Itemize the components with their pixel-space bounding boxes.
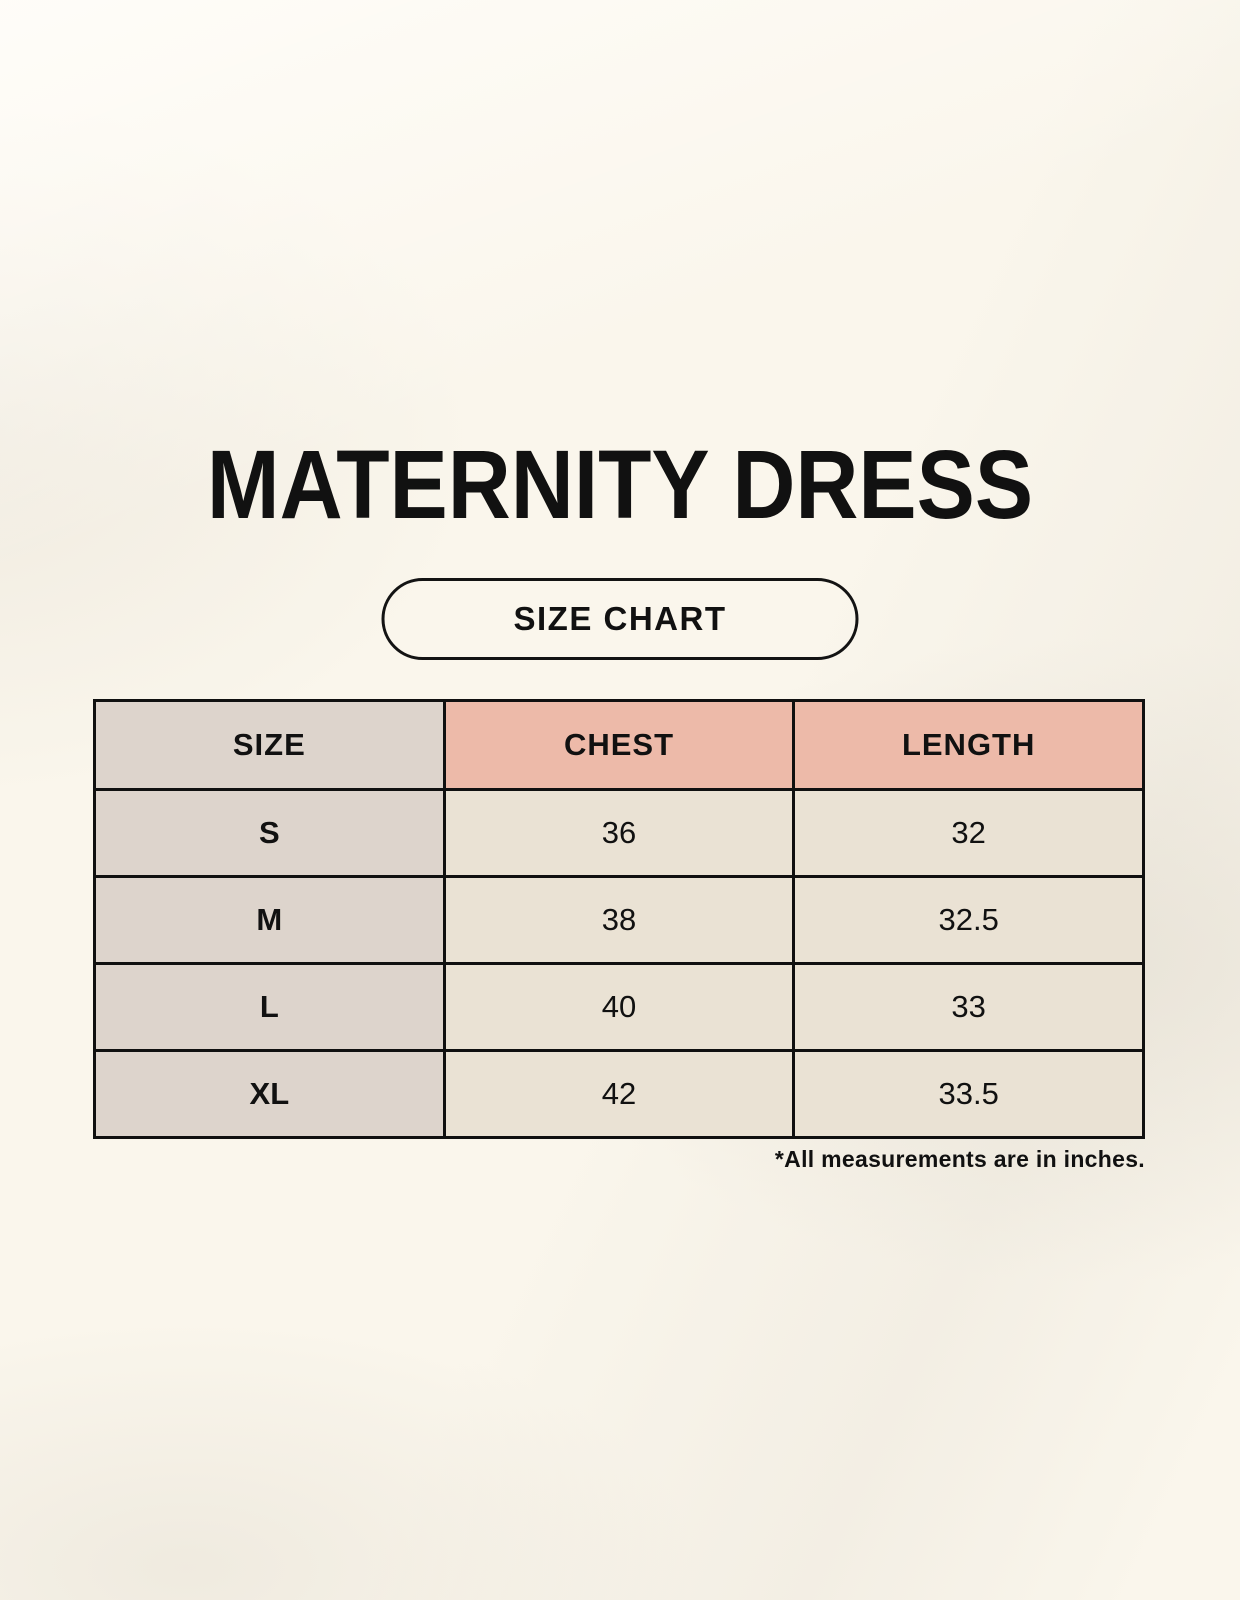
chest-cell: 36 [444,790,794,877]
table-header-row [95,701,1144,790]
chest-cell: 40 [444,964,794,1051]
size-cell: M [95,877,445,964]
length-cell: 33.5 [794,1051,1144,1138]
length-cell: 33 [794,964,1144,1051]
table-row [95,790,1144,877]
size-chart-badge [382,578,859,660]
header-cell-size: SIZE [95,701,445,790]
measurements-footnote: *All measurements are in inches. [774,1146,1145,1172]
chest-cell: 42 [444,1051,794,1138]
header-cell-chest: CHEST [444,701,794,790]
size-chart-table [93,699,1145,1139]
size-cell: S [95,790,445,877]
size-cell: XL [95,1051,445,1138]
size-cell: L [95,964,445,1051]
size-chart-badge-label: SIZE CHART [513,600,727,637]
chest-cell: 38 [444,877,794,964]
page-title: MATERNITY DRESS [206,430,1034,539]
table-row [95,877,1144,964]
length-cell: 32 [794,790,1144,877]
length-cell: 32.5 [794,877,1144,964]
table-row [95,1051,1144,1138]
table-row [95,964,1144,1051]
header-cell-length: LENGTH [794,701,1144,790]
